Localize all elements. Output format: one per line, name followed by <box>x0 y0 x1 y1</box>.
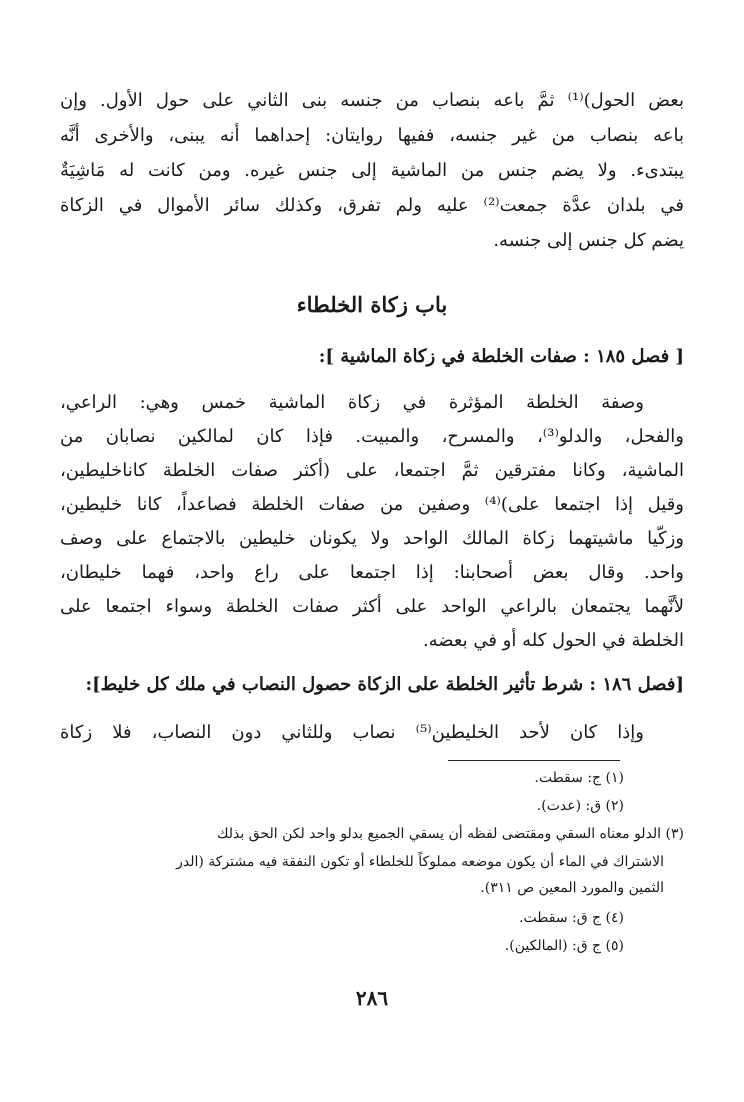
text-line: وزكّيا ماشيتهما زكاة المالك الواحد ولا يكونان خليطين بالاجتماع على وصف <box>60 528 684 549</box>
footnote: (٣) الدلو معناه السقي ومقتضى لفظه أن يسقي الجميع بدلو واحد لكن الحق بذلك <box>216 826 684 842</box>
text-line: باعه بنصاب من غير جنسه، ففيها روايتان: إحداهما أنه يبنى، والأخرى أنَّه <box>60 125 684 146</box>
footnote: (٥) ج ق: (المالكين). <box>504 938 624 954</box>
chapter-title: باب زكاة الخلطاء <box>296 292 448 317</box>
text-line: يبتدىء. ولا يضم جنس من الماشية إلى جنس غيره. ومن كانت له مَاشِيَةٌ <box>60 160 684 181</box>
footnote-continuation: الاشتراك في الماء أن يكون موضعه مملوكاً للخلطاء أو تكون النفقة فيه مشتركة (الدر <box>176 854 664 870</box>
text-line: في بلدان عدَّة جمعت⁽²⁾ عليه ولم تفرق، وكذلك سائر الأموال في الزكاة <box>60 195 684 216</box>
text-line: وقيل إذا اجتمعا على)⁽⁴⁾ وصفين من صفات الخلطة فصاعداً، كانا خليطين، <box>60 494 684 515</box>
text-line: وإذا كان لأحد الخليطين⁽⁵⁾ نصاب وللثاني دون النصاب، فلا زكاة <box>60 722 644 743</box>
text-line: والفحل، والدلو⁽³⁾، والمسرح، والمبيت. فإذا كان لمالكين نصابان من <box>60 426 684 447</box>
footnote: (٢) ق: (عدت). <box>536 798 624 814</box>
text-line: بعض الحول)⁽¹⁾ ثمَّ باعه بنصاب من جنسه بنى الثاني على حول الأول. وإن <box>60 90 684 111</box>
text-line: يضم كل جنس إلى جنسه. <box>493 230 684 251</box>
footnote: (٤) ج ق: سقطت. <box>519 910 624 926</box>
footnote-separator <box>448 760 620 761</box>
text-line: لأنَّهما يجتمعان بالراعي الواحد على أكثر صفات الخلطة وسواء اجتمعا على <box>60 596 684 617</box>
footnote: (١) ج: سقطت. <box>534 770 624 786</box>
page-number: ٢٨٦ <box>355 986 389 1010</box>
footnote-continuation: الثمين والمورد المعين ص ٣١١). <box>480 880 664 896</box>
text-line: واحد. وقال بعض أصحابنا: إذا اجتمعا على راع واحد، فهما خليطان، <box>60 562 684 583</box>
section-title: [ فصل ١٨٥ : صفات الخلطة في زكاة الماشية ]: <box>318 346 684 367</box>
section-title: [فصل ١٨٦ : شرط تأثير الخلطة على الزكاة حصول النصاب في ملك كل خليط]: <box>85 674 684 695</box>
text-line: الخلطة في الحول كله أو في بعضه. <box>422 630 684 651</box>
text-line: الماشية، وكانا مفترقين ثمَّ اجتمعا، على (أكثر صفات الخلطة كاناخليطين، <box>60 460 684 481</box>
text-line: وصفة الخلطة المؤثرة في زكاة الماشية خمس وهي: الراعي، <box>60 392 644 413</box>
